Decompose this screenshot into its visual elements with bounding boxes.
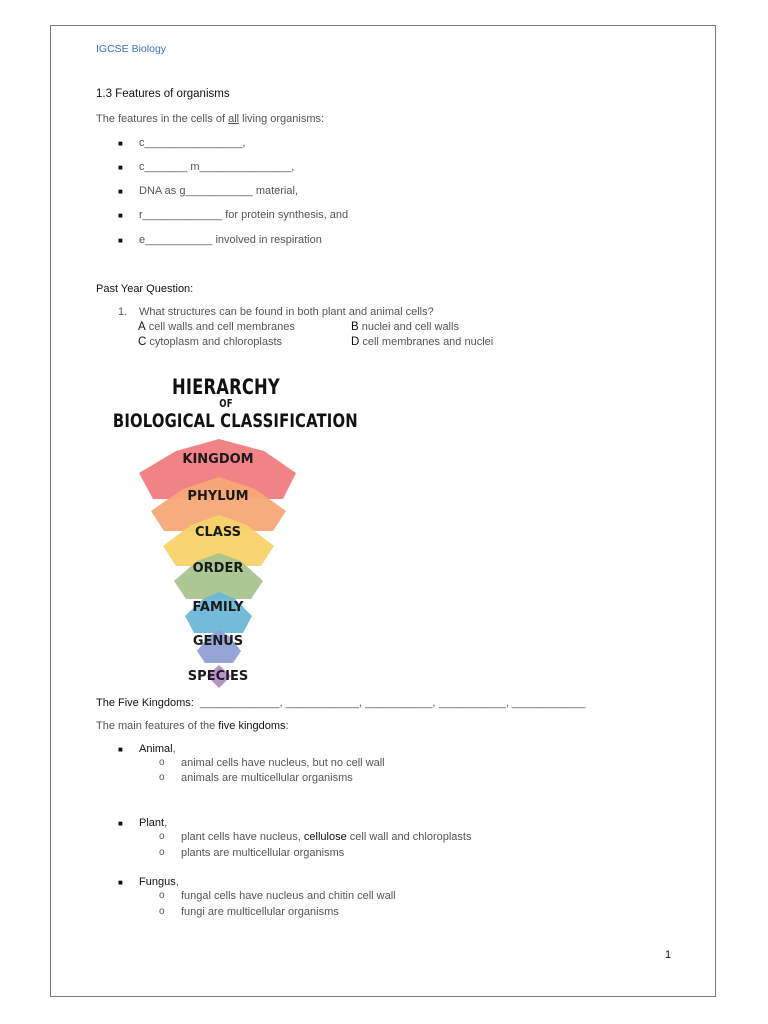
bullet-icon: ■ bbox=[118, 819, 123, 828]
level-genus bbox=[193, 630, 243, 663]
level-label: KINGDOM bbox=[182, 452, 254, 467]
hierarchy-title: HIERARCHY OF BIOLOGICAL CLASSIFICATION bbox=[112, 375, 358, 432]
level-label: GENUS bbox=[192, 634, 244, 649]
bullet-icon: ■ bbox=[118, 187, 123, 196]
bullet-icon: ■ bbox=[118, 878, 123, 887]
feature-item: c________________, bbox=[139, 137, 246, 149]
bullet-icon: ■ bbox=[118, 163, 123, 172]
level-label: SPECIES bbox=[187, 669, 249, 684]
kingdom-point: fungi are multicellular organisms bbox=[181, 906, 339, 918]
question-text: What structures can be found in both plant and animal cells? bbox=[139, 306, 434, 318]
kingdom-point: plant cells have nucleus, cellulose cell wall and chloroplasts bbox=[181, 831, 472, 843]
sub-bullet-icon: o bbox=[159, 906, 165, 917]
section-title: 1.3 Features of organisms bbox=[96, 88, 230, 100]
feature-item: DNA as g___________ material, bbox=[139, 185, 298, 197]
kingdom-point: plants are multicellular organisms bbox=[181, 847, 345, 859]
sub-bullet-icon: o bbox=[159, 757, 165, 768]
level-label: PHYLUM bbox=[187, 489, 249, 504]
underlined-word: all bbox=[228, 113, 240, 125]
level-label: FAMILY bbox=[192, 600, 244, 615]
feature-item: e___________ involved in respiration bbox=[139, 234, 322, 246]
main-features-intro: The main features of the five kingdoms: bbox=[96, 720, 289, 732]
bullet-icon: ■ bbox=[118, 745, 123, 754]
kingdom-point: animal cells have nucleus, but no cell wall bbox=[181, 757, 385, 769]
bullet-icon: ■ bbox=[118, 139, 123, 148]
kingdom-point: fungal cells have nucleus and chitin cell wall bbox=[181, 890, 396, 902]
kingdom-point: animals are multicellular organisms bbox=[181, 772, 353, 784]
level-species bbox=[188, 665, 248, 688]
page-number: 1 bbox=[665, 949, 672, 961]
sub-bullet-icon: o bbox=[159, 890, 165, 901]
kingdom-plant: Plant, bbox=[139, 817, 168, 829]
document-page bbox=[50, 25, 716, 997]
sub-bullet-icon: o bbox=[159, 772, 165, 783]
option-d: D cell membranes and nuclei bbox=[351, 336, 494, 348]
level-label: CLASS bbox=[194, 525, 242, 540]
sub-bullet-icon: o bbox=[159, 831, 165, 842]
bullet-icon: ■ bbox=[118, 211, 123, 220]
five-kingdoms-line: The Five Kingdoms: _____________, ____________, ___________, ___________, ____________ bbox=[96, 697, 586, 709]
features-intro: The features in the cells of all living organisms: bbox=[96, 113, 325, 125]
option-a: A cell walls and cell membranes bbox=[138, 321, 295, 333]
level-label: ORDER bbox=[192, 561, 244, 576]
kingdom-animal: Animal, bbox=[139, 743, 176, 755]
bullet-icon: ■ bbox=[118, 236, 123, 245]
course-header: IGCSE Biology bbox=[96, 43, 167, 55]
question-number: 1. bbox=[118, 306, 128, 318]
kingdom-fungus: Fungus, bbox=[139, 876, 179, 888]
past-year-heading: Past Year Question: bbox=[96, 283, 194, 295]
option-b: B nuclei and cell walls bbox=[351, 321, 459, 333]
classification-pyramid bbox=[131, 431, 311, 691]
sub-bullet-icon: o bbox=[159, 847, 165, 858]
feature-item: r_____________ for protein synthesis, and bbox=[139, 209, 349, 221]
option-c: C cytoplasm and chloroplasts bbox=[138, 336, 283, 348]
feature-item: c_______ m_______________, bbox=[139, 161, 295, 173]
